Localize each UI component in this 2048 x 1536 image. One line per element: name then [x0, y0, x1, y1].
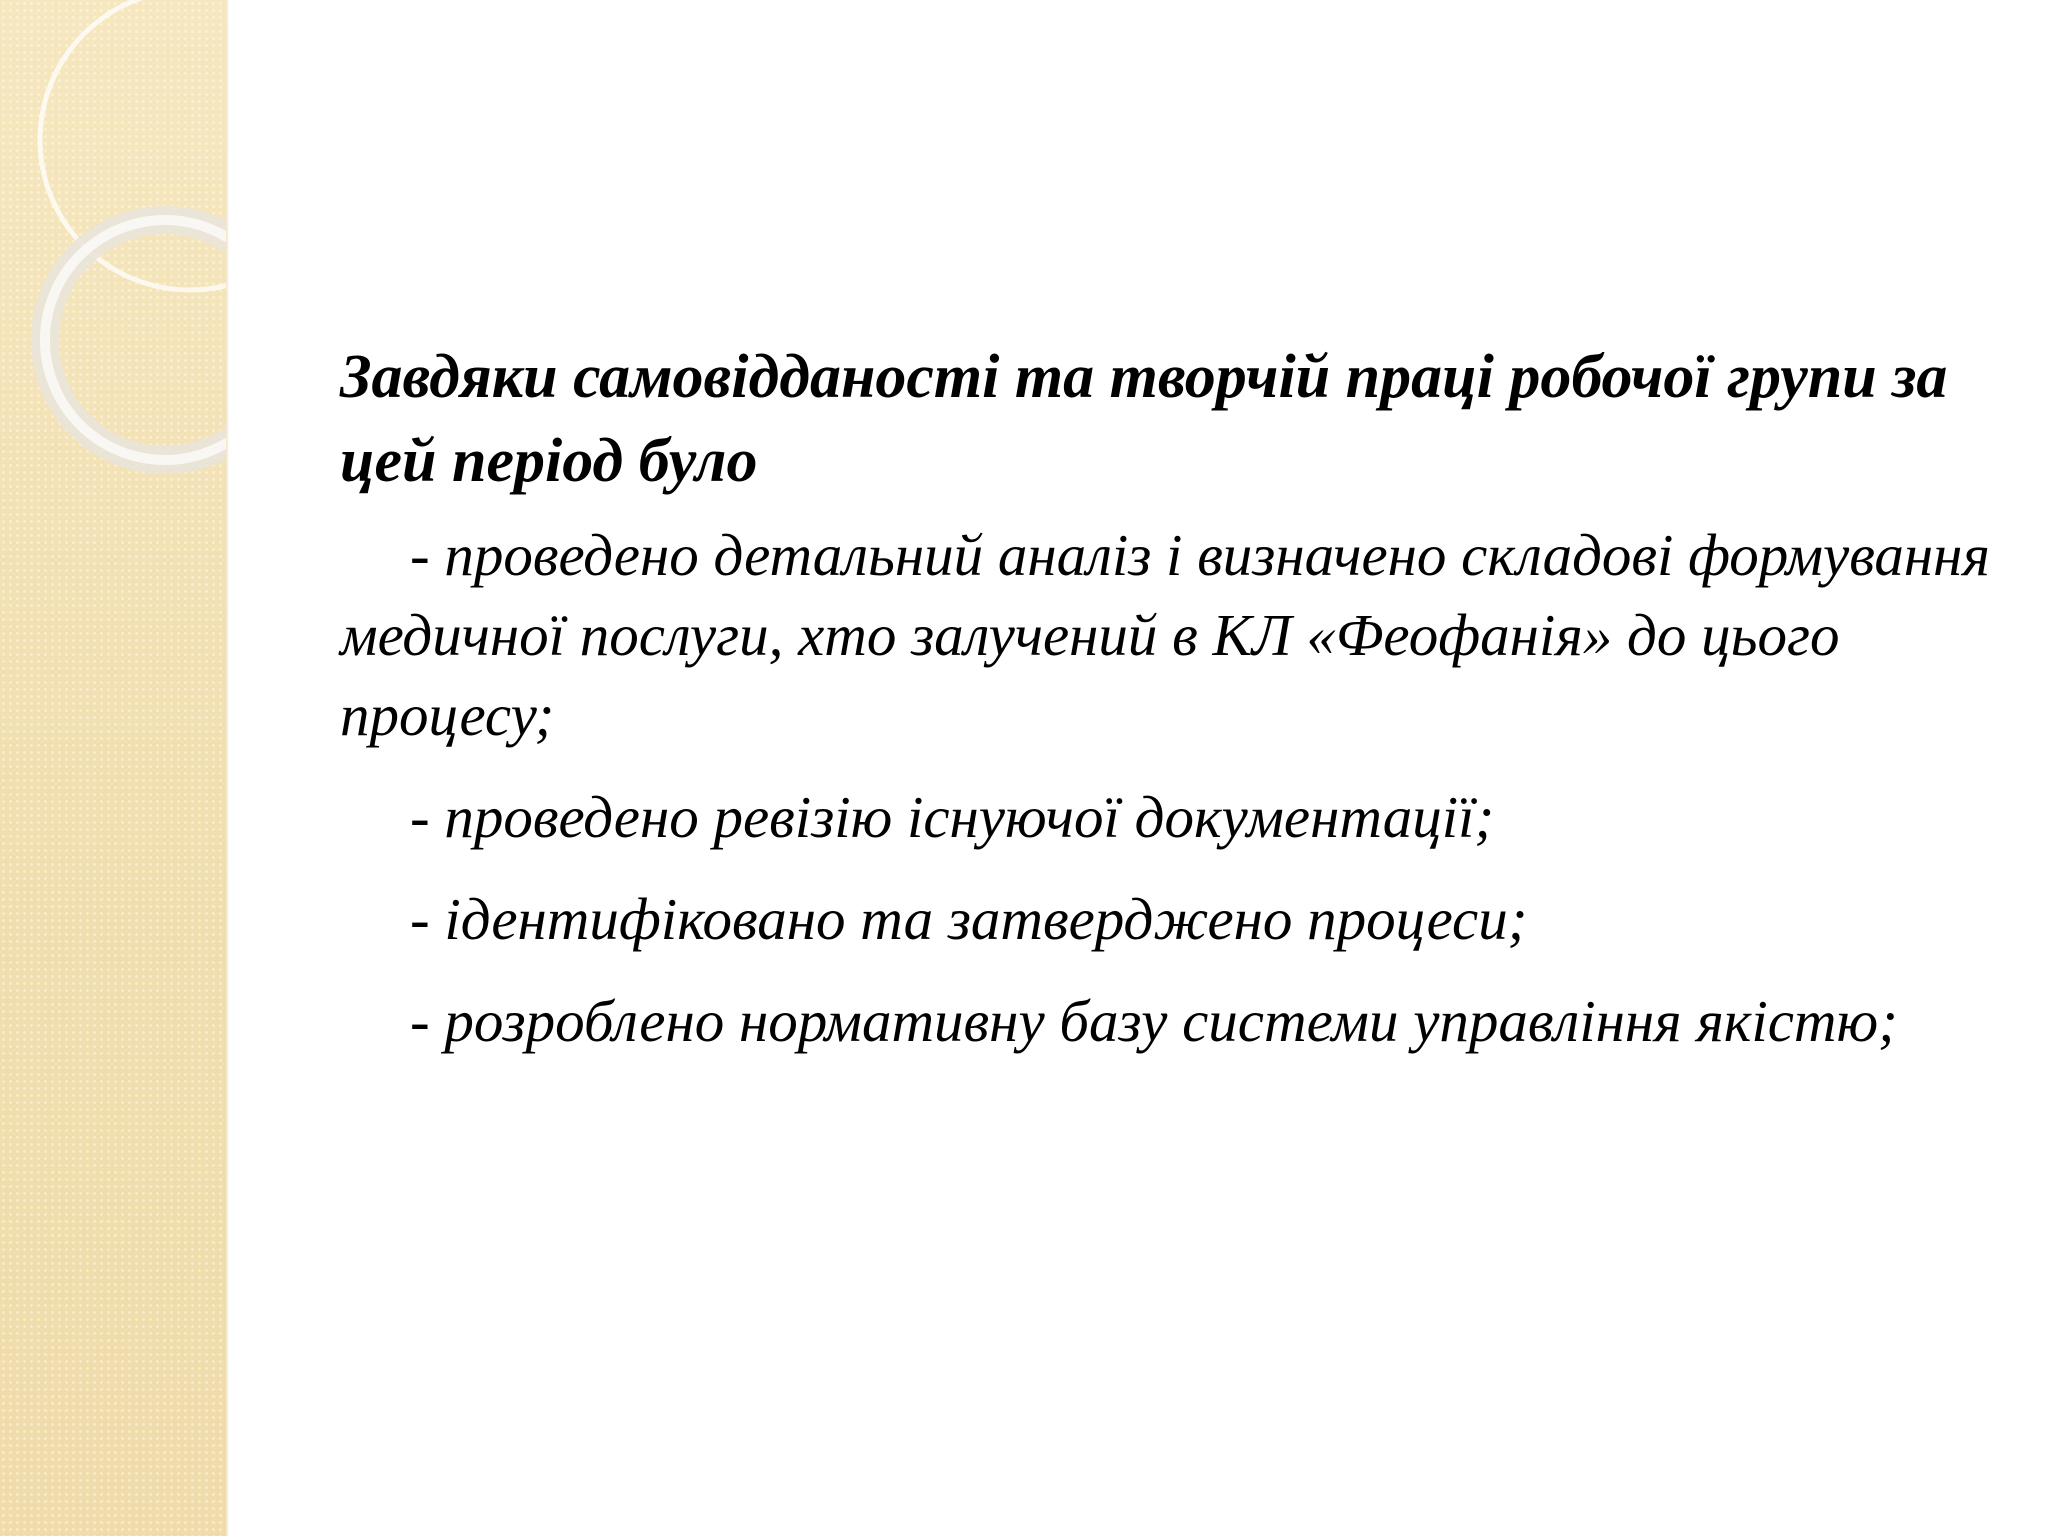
list-item: - проведено ревізію існуючої документації;	[410, 784, 1495, 850]
decorative-rings	[0, 0, 226, 640]
list-item: - проведено детальний аналіз і визначено складові формування медичної послуги, хто залучений в КЛ «Феофанія» до цього процесу;	[340, 522, 1990, 748]
side-panel-edge	[226, 0, 229, 1536]
list-item: - ідентифіковано та затверджено процеси;	[410, 886, 1528, 952]
large-ring	[40, 0, 226, 290]
slide-heading: Завдяки самовідданості та творчій праці робочої групи за цей період було	[340, 343, 1948, 495]
list-item: - розроблено нормативну базу системи управління якістю;	[410, 988, 1898, 1054]
medium-ring-outer	[45, 220, 226, 460]
slide-content	[340, 335, 2000, 1083]
